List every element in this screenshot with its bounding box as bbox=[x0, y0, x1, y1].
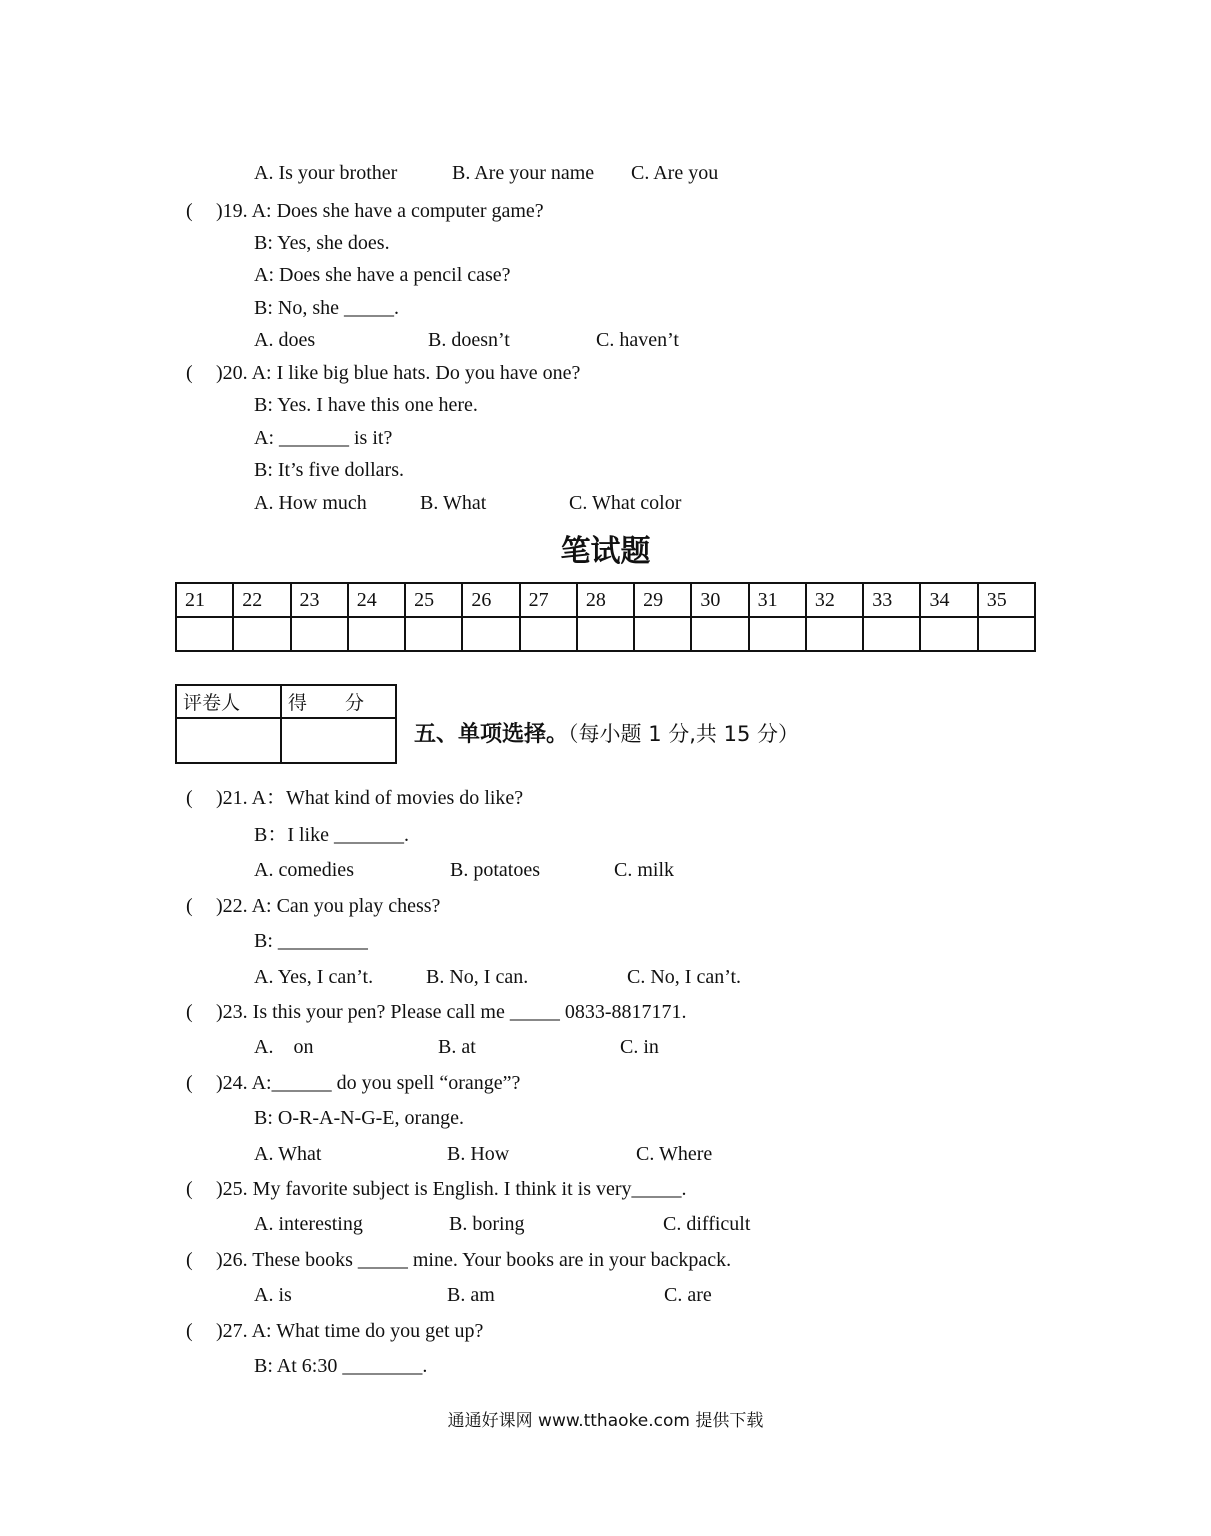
q20-option-c: C. What color bbox=[569, 492, 682, 514]
answer-number: 27 bbox=[520, 583, 577, 617]
answer-grid-number-row bbox=[176, 583, 1035, 617]
q21-option-c: C. milk bbox=[614, 859, 675, 881]
q24-line-1: 24. A:______ do you spell “orange”? bbox=[222, 1072, 521, 1094]
q27-stem: )27. A: What time do you get up? bbox=[216, 1320, 484, 1342]
q24-stem: )24. A:______ do you spell “orange”? bbox=[216, 1072, 521, 1094]
q22-line-2: B: _________ bbox=[254, 930, 368, 952]
answer-number: 22 bbox=[233, 583, 290, 617]
q21-line-2: B：I like _______. bbox=[254, 824, 409, 846]
q25-answer-bracket[interactable]: ( bbox=[186, 1178, 193, 1200]
answer-cell[interactable] bbox=[233, 617, 290, 651]
q20-line-3: A: _______ is it? bbox=[254, 427, 393, 449]
q27-answer-bracket[interactable]: ( bbox=[186, 1320, 193, 1342]
q24-option-a: A. What bbox=[254, 1143, 322, 1165]
q18-option-b: B. Are your name bbox=[452, 162, 595, 184]
answer-number: 33 bbox=[863, 583, 920, 617]
score-box bbox=[175, 684, 397, 764]
q23-option-a: A. on bbox=[254, 1036, 314, 1058]
grader-cell[interactable] bbox=[176, 718, 281, 763]
section-note: （每小题 1 分,共 15 分） bbox=[568, 722, 799, 746]
q19-line-3: A: Does she have a pencil case? bbox=[254, 264, 511, 286]
q27-line-2: B: At 6:30 ________. bbox=[254, 1355, 428, 1377]
q20-line-4: B: It’s five dollars. bbox=[254, 459, 404, 481]
answer-number: 26 bbox=[462, 583, 519, 617]
answer-number: 28 bbox=[577, 583, 634, 617]
grader-label: 评卷人 bbox=[176, 685, 281, 718]
q26-option-a: A. is bbox=[254, 1284, 292, 1306]
q20-answer-bracket[interactable]: ( bbox=[186, 362, 193, 384]
q21-option-b: B. potatoes bbox=[450, 859, 540, 881]
answer-number: 21 bbox=[176, 583, 233, 617]
answer-number: 32 bbox=[806, 583, 863, 617]
q19-stem: )19. A: Does she have a computer game? bbox=[216, 200, 544, 222]
answer-grid-blank-row bbox=[176, 617, 1035, 651]
answer-number: 23 bbox=[291, 583, 348, 617]
q26-option-b: B. am bbox=[447, 1284, 495, 1306]
answer-cell[interactable] bbox=[691, 617, 748, 651]
q22-answer-bracket[interactable]: ( bbox=[186, 895, 193, 917]
answer-cell[interactable] bbox=[634, 617, 691, 651]
answer-number: 29 bbox=[634, 583, 691, 617]
q22-stem: )22. A: Can you play chess? bbox=[216, 895, 441, 917]
q21-stem: )21. A：What kind of movies do like? bbox=[216, 787, 524, 809]
answer-cell[interactable] bbox=[462, 617, 519, 651]
page-footer: 通通好课网 www.tthaoke.com 提供下载 bbox=[447, 1411, 764, 1431]
answer-grid bbox=[175, 582, 1036, 652]
q20-option-b: B. What bbox=[420, 492, 487, 514]
written-test-title: 笔试题 bbox=[560, 534, 651, 569]
q20-line-2: B: Yes. I have this one here. bbox=[254, 394, 478, 416]
q21-answer-bracket[interactable]: ( bbox=[186, 787, 193, 809]
q23-answer-bracket[interactable]: ( bbox=[186, 1001, 193, 1023]
answer-cell[interactable] bbox=[520, 617, 577, 651]
answer-cell[interactable] bbox=[176, 617, 233, 651]
q18-option-a: A. Is your brother bbox=[254, 162, 398, 184]
q25-option-b: B. boring bbox=[449, 1213, 525, 1235]
q19-line-2: B: Yes, she does. bbox=[254, 232, 390, 254]
answer-cell[interactable] bbox=[405, 617, 462, 651]
q19-line-4: B: No, she _____. bbox=[254, 297, 399, 319]
q19-option-a: A. does bbox=[254, 329, 316, 351]
q22-option-b: B. No, I can. bbox=[426, 966, 529, 988]
q24-option-b: B. How bbox=[447, 1143, 510, 1165]
q21-option-a: A. comedies bbox=[254, 859, 354, 881]
q20-stem: )20. A: I like big blue hats. Do you have one? bbox=[216, 362, 581, 384]
q19-option-c: C. haven’t bbox=[596, 329, 679, 351]
q21-line-1: 21. A：What kind of movies do like? bbox=[222, 787, 524, 809]
q23-stem: )23. Is this your pen? Please call me _____ 0833-8817171. bbox=[216, 1001, 687, 1023]
q25-option-c: C. difficult bbox=[663, 1213, 751, 1235]
q27-line-1: 27. A: What time do you get up? bbox=[222, 1320, 484, 1342]
q19-answer-bracket[interactable]: ( bbox=[186, 200, 193, 222]
answer-cell[interactable] bbox=[348, 617, 405, 651]
answer-cell[interactable] bbox=[806, 617, 863, 651]
q25-option-a: A. interesting bbox=[254, 1213, 363, 1235]
answer-cell[interactable] bbox=[291, 617, 348, 651]
answer-cell[interactable] bbox=[920, 617, 977, 651]
answer-cell[interactable] bbox=[863, 617, 920, 651]
q20-option-a: A. How much bbox=[254, 492, 367, 514]
q22-option-a: A. Yes, I can’t. bbox=[254, 966, 374, 988]
q26-answer-bracket[interactable]: ( bbox=[186, 1249, 193, 1271]
answer-number: 24 bbox=[348, 583, 405, 617]
q23-option-c: C. in bbox=[620, 1036, 659, 1058]
q22-option-c: C. No, I can’t. bbox=[627, 966, 742, 988]
q23-option-b: B. at bbox=[438, 1036, 476, 1058]
q24-line-2: B: O-R-A-N-G-E, orange. bbox=[254, 1107, 464, 1129]
answer-number: 34 bbox=[920, 583, 977, 617]
score-cell[interactable] bbox=[281, 718, 396, 763]
q26-option-c: C. are bbox=[664, 1284, 712, 1306]
answer-cell[interactable] bbox=[749, 617, 806, 651]
q19-line-1: 19. A: Does she have a computer game? bbox=[222, 200, 544, 222]
q25-stem: )25. My favorite subject is English. I think it is very_____. bbox=[216, 1178, 687, 1200]
q22-line-1: 22. A: Can you play chess? bbox=[222, 895, 441, 917]
answer-cell[interactable] bbox=[577, 617, 634, 651]
q24-option-c: C. Where bbox=[636, 1143, 713, 1165]
q18-option-c: C. Are you bbox=[631, 162, 719, 184]
score-label: 得 分 bbox=[281, 685, 396, 718]
answer-number: 31 bbox=[749, 583, 806, 617]
answer-number: 25 bbox=[405, 583, 462, 617]
answer-number: 30 bbox=[691, 583, 748, 617]
section-title: 五、单项选择。 bbox=[414, 722, 569, 747]
answer-number: 35 bbox=[978, 583, 1035, 617]
q25-line-1: 25. My favorite subject is English. I think it is very_____. bbox=[222, 1178, 687, 1200]
q26-line-1: 26. These books _____ mine. Your books are in your backpack. bbox=[222, 1249, 732, 1271]
q23-line-1: 23. Is this your pen? Please call me _____ 0833-8817171. bbox=[222, 1001, 687, 1023]
section-heading bbox=[414, 720, 799, 749]
q24-answer-bracket[interactable]: ( bbox=[186, 1072, 193, 1094]
q26-stem: )26. These books _____ mine. Your books are in your backpack. bbox=[216, 1249, 732, 1271]
answer-cell[interactable] bbox=[978, 617, 1035, 651]
q19-option-b: B. doesn’t bbox=[428, 329, 510, 351]
q20-line-1: 20. A: I like big blue hats. Do you have one? bbox=[222, 362, 581, 384]
